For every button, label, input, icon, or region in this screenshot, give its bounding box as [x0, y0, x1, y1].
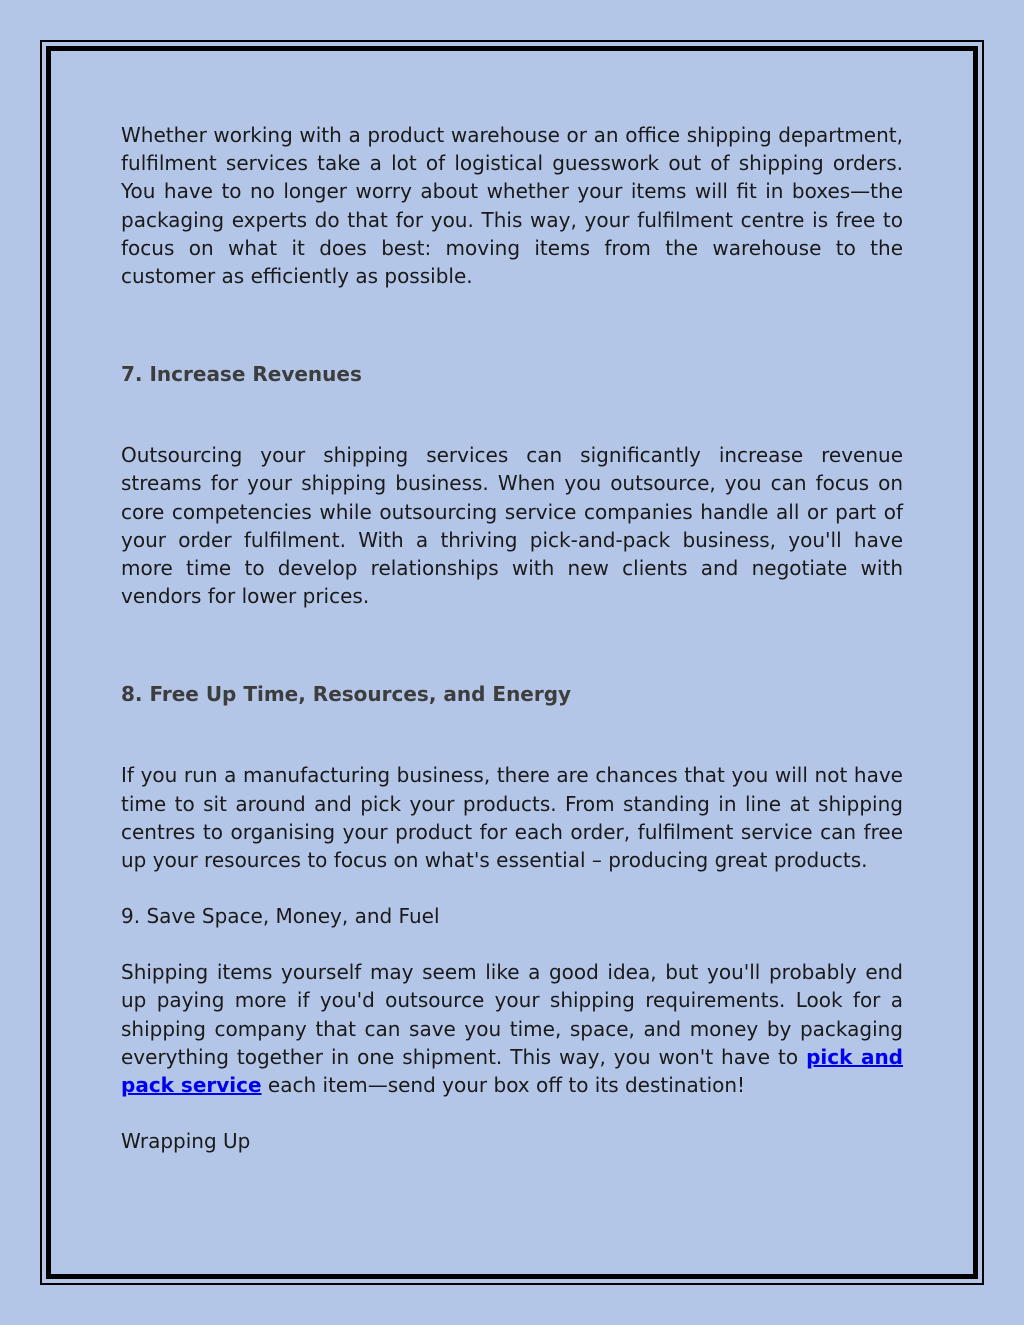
document-body: [121, 121, 903, 1155]
paragraph-fulfilment-services: Whether working with a product warehouse or an office shipping department, fulfilment services take a lot of logistical guesswork out of shipping orders. You have to no longer worry about whether your items will fit in boxes—the packaging experts do that for you. This way, your fulfilment centre is free to focus on what it does best: moving items from the warehouse to the customer as efficiently as possible.: [121, 123, 903, 289]
pick-and-pack-service-link[interactable]: pick and pack service: [121, 1044, 904, 1098]
heading-free-up-time: 8. Free Up Time, Resources, and Energy: [121, 682, 572, 707]
spacer: [121, 930, 903, 958]
paragraph-shipping-items: [121, 958, 903, 1099]
paragraph-text-before-link: Shipping items yourself may seem like a good idea, but you'll probably end up paying more if you'd outsource your shipping requirements. Look for a shipping company that can save you time, space, and money by packaging everything together in one shipment. This way, you won't have to: [121, 960, 903, 1069]
heading-increase-revenues: 7. Increase Revenues: [121, 362, 362, 387]
paragraph-text-after-link: each item—send your box off to its destination!: [261, 1073, 746, 1098]
spacer: [121, 290, 903, 360]
paragraph-outsourcing-revenue: Outsourcing your shipping services can significantly increase revenue streams for your shipping business. When you outsource, you can focus on core competencies while outsourcing service companies handle all or part of your order fulfilment. With a thriving pick-and-pack business, you'll have more time to develop relationships with new clients and negotiate with vendors for lower prices.: [121, 443, 903, 609]
spacer: [121, 610, 903, 680]
spacer: [121, 1099, 903, 1127]
paragraph-manufacturing-business: If you run a manufacturing business, there are chances that you will not have time to sit around and pick your products. From standing in line at shipping centres to organising your product for each order, fulfilment service can free up your resources to focus on what's essential – producing great products.: [121, 763, 903, 873]
heading-wrapping-up: Wrapping Up: [121, 1129, 251, 1154]
heading-save-space: 9. Save Space, Money, and Fuel: [121, 904, 440, 929]
spacer: [121, 874, 903, 902]
spacer: [121, 708, 903, 761]
spacer: [121, 388, 903, 441]
